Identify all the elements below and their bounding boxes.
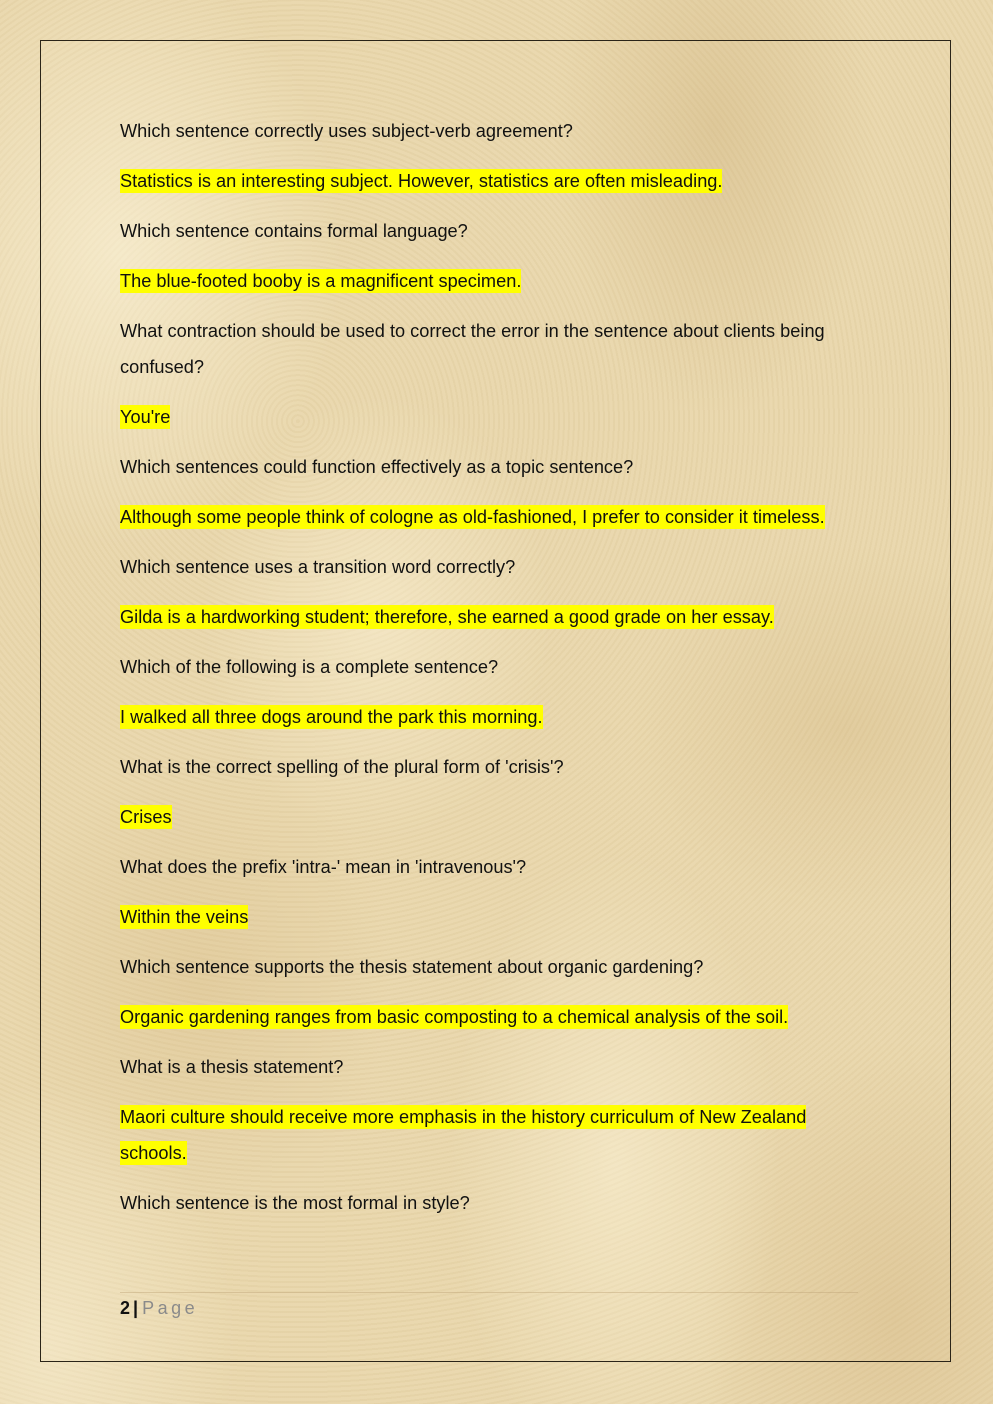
question-3: What contraction should be used to correct the error in the sentence about clients being confused? [120,321,825,377]
answer-3: You're [120,407,171,427]
question-5: Which sentence uses a transition word correctly? [120,557,516,577]
question-8: What does the prefix 'intra-' mean in 'intravenous'? [120,857,527,877]
question-4: Which sentences could function effectively as a topic sentence? [120,457,634,477]
answer-7: Crises [120,807,172,827]
question-6: Which of the following is a complete sentence? [120,657,499,677]
document-body [120,113,865,1235]
question-2: Which sentence contains formal language? [120,221,468,241]
question-11: Which sentence is the most formal in style? [120,1193,470,1213]
page-number: 2 [120,1298,131,1318]
answer-5: Gilda is a hardworking student; therefore, she earned a good grade on her essay. [120,607,774,627]
answer-4: Although some people think of cologne as old-fashioned, I prefer to consider it timeless. [120,507,825,527]
question-9: Which sentence supports the thesis statement about organic gardening? [120,957,704,977]
page-word: Page [142,1298,199,1318]
question-7: What is the correct spelling of the plural form of 'crisis'? [120,757,564,777]
footer-divider [120,1292,858,1293]
answer-9: Organic gardening ranges from basic composting to a chemical analysis of the soil. [120,1007,789,1027]
question-10: What is a thesis statement? [120,1057,344,1077]
answer-2: The blue-footed booby is a magnificent specimen. [120,271,522,291]
answer-8: Within the veins [120,907,249,927]
page-footer [120,1296,198,1320]
question-1: Which sentence correctly uses subject-verb agreement? [120,121,573,141]
page-separator: | [133,1298,139,1318]
answer-6: I walked all three dogs around the park this morning. [120,707,543,727]
answer-1: Statistics is an interesting subject. However, statistics are often misleading. [120,171,723,191]
answer-10: Maori culture should receive more emphasis in the history curriculum of New Zealand schools. [120,1107,807,1163]
